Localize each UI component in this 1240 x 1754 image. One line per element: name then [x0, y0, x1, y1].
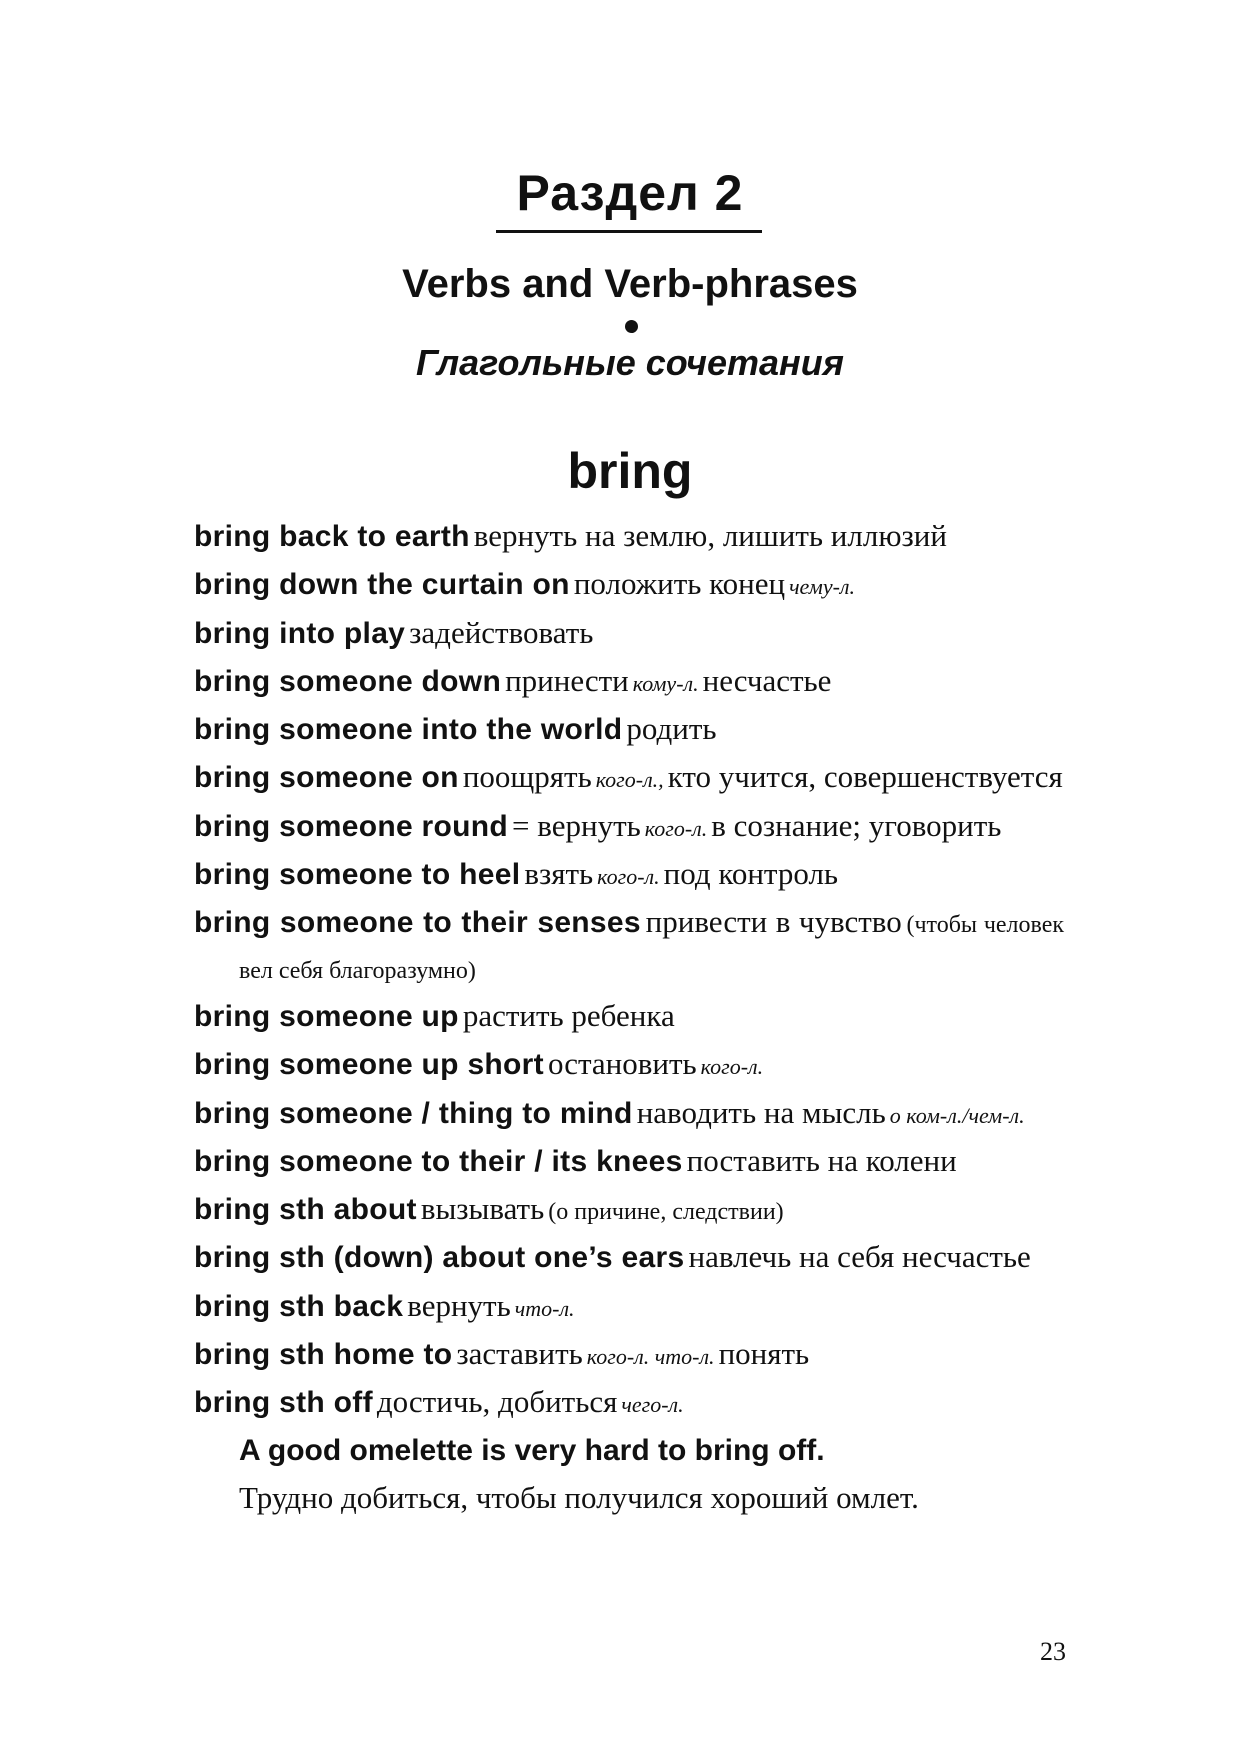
entry-phrase: bring sth home to — [194, 1338, 453, 1372]
entry-translation: вернуть на землю, лишить иллюзий — [473, 518, 947, 553]
entry — [194, 995, 1064, 1043]
entry-grammar-note: кого-л. — [644, 815, 708, 841]
entry-translation: поощрять — [462, 759, 592, 795]
example-sentence-russian: Трудно добиться, чтобы получился хороший омлет. — [239, 1479, 919, 1515]
example-russian — [194, 1477, 1064, 1525]
entry-phrase: bring sth (down) about one’s ears — [194, 1241, 685, 1275]
entry-translation-continued: понять — [718, 1336, 810, 1372]
entry-phrase: bring someone up — [194, 999, 459, 1033]
entry-grammar-note: чему-л. — [789, 574, 855, 600]
entry-phrase: bring sth about — [194, 1193, 417, 1227]
entry-grammar-note: кого-л. что-л. — [586, 1344, 715, 1370]
entry-translation-continued: под контроль — [663, 856, 839, 892]
entry — [194, 563, 1064, 611]
entry-phrase: bring someone down — [194, 664, 502, 698]
entry — [194, 1333, 1064, 1381]
section-title: Раздел 2 — [516, 165, 744, 221]
entry — [194, 756, 1064, 804]
entry — [194, 1140, 1064, 1188]
entry-usage-note: (о причине, следствии) — [548, 1199, 784, 1226]
entry-phrase: bring someone up short — [194, 1048, 544, 1082]
entry — [194, 901, 1064, 995]
entry-grammar-note: что-л. — [514, 1295, 575, 1321]
entry-translation-continued: кто учится, совершенствуется — [667, 759, 1063, 795]
entry — [194, 1188, 1064, 1236]
entry-phrase: bring someone round — [194, 809, 509, 843]
section-title-underline — [496, 230, 762, 233]
entry-phrase: bring into play — [194, 616, 406, 650]
headword: bring — [567, 443, 693, 499]
entry — [194, 1381, 1064, 1429]
entry-phrase: bring someone to their / its knees — [194, 1144, 683, 1178]
entry-phrase: bring sth off — [194, 1386, 373, 1420]
entry — [194, 1092, 1064, 1140]
page-number: 23 — [1040, 1637, 1066, 1666]
entry-translation: = вернуть — [512, 807, 641, 843]
entry-grammar-note: кому-л. — [632, 670, 699, 696]
entry — [194, 515, 1064, 563]
entry-translation: растить ребенка — [462, 997, 675, 1033]
entry-translation: остановить — [547, 1046, 697, 1082]
example-english — [194, 1430, 1064, 1477]
entry — [194, 708, 1064, 756]
entry-phrase: bring someone / thing to mind — [194, 1096, 633, 1130]
section-subtitle-russian: Глагольные сочетания — [416, 342, 844, 383]
entry-phrase: bring sth back — [194, 1289, 404, 1323]
entry-translation: положить конец — [573, 566, 786, 602]
entry-phrase: bring someone on — [194, 761, 459, 795]
entry-grammar-note: кого-л., — [595, 767, 664, 793]
entry-translation: наводить на мысль — [636, 1094, 886, 1130]
entry — [194, 853, 1064, 901]
entry — [194, 1236, 1064, 1284]
example-sentence-english: A good omelette is very hard to bring off. — [239, 1433, 825, 1467]
entry-phrase: bring someone to their senses — [194, 906, 641, 940]
entry-translation: вернуть — [407, 1287, 511, 1323]
entry — [194, 612, 1064, 660]
entry-translation: вызывать — [420, 1191, 545, 1227]
entry-phrase: bring someone to heel — [194, 858, 521, 892]
entry — [194, 1043, 1064, 1091]
entry-translation-continued: в сознание; уговорить — [711, 807, 1002, 843]
entry-translation: поставить на колени — [686, 1142, 957, 1178]
entry-phrase: bring down the curtain on — [194, 568, 570, 602]
entry-translation: родить — [626, 711, 717, 747]
entry-translation: навлечь на себя несчастье — [688, 1239, 1031, 1275]
entry-translation: взять — [524, 856, 594, 892]
entry-usage-note: (чтобы человек вел себя благоразумно) — [239, 912, 1065, 984]
entry — [194, 805, 1064, 853]
entry-grammar-note: кого-л. — [700, 1054, 764, 1080]
entry-translation: достичь, добиться — [376, 1384, 618, 1420]
entry-phrase: bring someone into the world — [194, 713, 623, 747]
entry-list — [194, 515, 1064, 1525]
entry-translation: задействовать — [409, 614, 594, 650]
entry-grammar-note: о ком-л./чем-л. — [889, 1102, 1025, 1128]
section-subtitle-english: Verbs and Verb-phrases — [402, 262, 858, 306]
entry — [194, 660, 1064, 708]
bullet-separator-icon — [625, 320, 638, 333]
entry-translation: привести в чувство — [645, 904, 902, 940]
entry-translation: принести — [505, 662, 629, 698]
entry-translation-continued: несчастье — [702, 662, 832, 698]
entry-phrase: bring back to earth — [194, 520, 470, 553]
entry-translation: заставить — [456, 1336, 583, 1372]
entry-grammar-note: кого-л. — [597, 864, 660, 890]
entry — [194, 1285, 1064, 1333]
entry-grammar-note: чего-л. — [621, 1392, 684, 1418]
